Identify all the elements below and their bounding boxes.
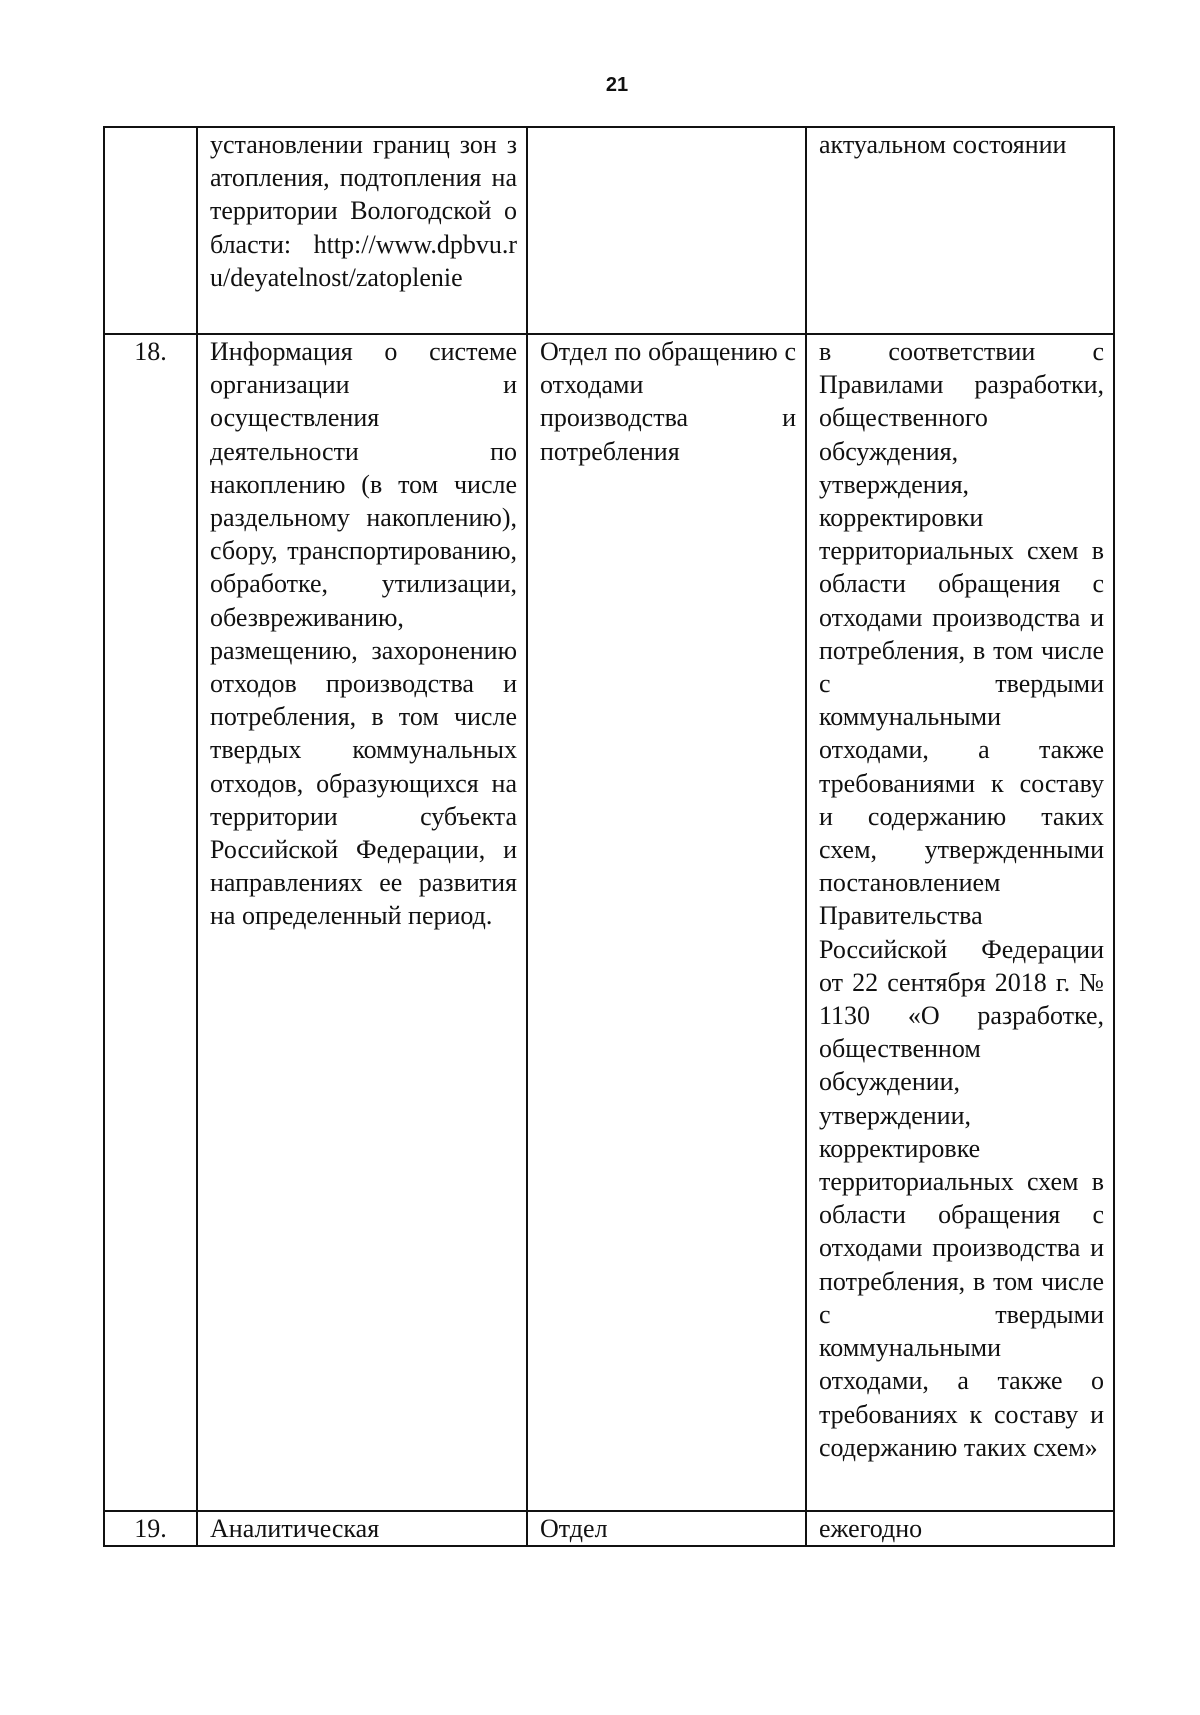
table-row [104,334,1114,1511]
description-text: Информация о системе организации и осуществления деятельности по накоплению (в том числе раздельному накоплению), сбору, транспортированию, обработке, утилизации, обезвреживанию, размещению, захоронению отходов производства и потребления, в том числе твердых коммунальных отходов, образующихся на территории субъекта Российской Федерации, и направлениях ее развития на определенный период. [210,337,517,931]
activity-table [103,126,1115,1547]
row-number-cell: 18. [104,334,197,1511]
responsible-cell [527,127,806,334]
description-cell [197,127,527,334]
responsible-cell [527,334,806,1511]
deadline-cell [806,334,1114,1511]
deadline-cell: ежегодно [806,1511,1114,1546]
deadline-text: актуальном состоянии [819,130,1067,159]
page-number: 21 [605,74,629,96]
description-cell [197,334,527,1511]
description-text: установлении границ зон затопления, подтопления на территории Вологодской области: http://www.dpbvu.ru/deyatelnost/zatoplenie [210,130,517,292]
table-row [104,127,1114,334]
deadline-text: в соответствии с Правилами разработки, общественного обсуждения, утверждения, корректировки территориальных схем в области обращения с отходами производства и потребления, в том числе с твердыми коммунальными отходами, а также требованиями к составу и содержанию таких схем, утвержденными постановлением Правительства Российской Федерации от 22 сентября 2018 г. № 1130 «О разработке, общественном обсуждении, утверждении, корректировке территориальных схем в области обращения с отходами производства и потребления, в том числе с твердыми коммунальными отходами, а также о требованиях к составу и содержанию таких схем» [819,337,1104,1462]
row-number-cell [104,127,197,334]
description-cell: Аналитическая [197,1511,527,1546]
responsible-cell: Отдел [527,1511,806,1546]
deadline-cell [806,127,1114,334]
responsible-text: Отдел по обращению с отходами производства и потребления [540,337,796,466]
table-row [104,1511,1114,1546]
row-number-cell: 19. [104,1511,197,1546]
